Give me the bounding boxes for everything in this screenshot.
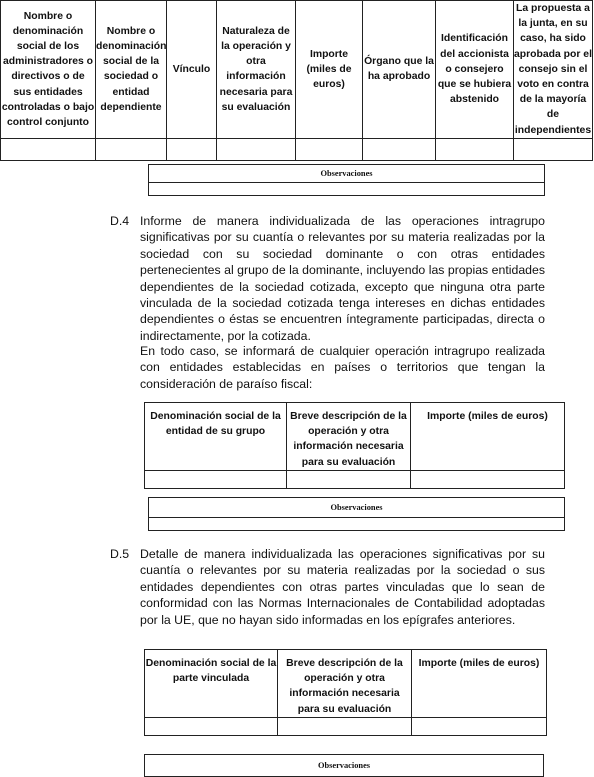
d5-paragraph-1: Detalle de manera individualizada las operaciones significativas por su cuantía o relevantes por su materia realizadas por la sociedad o sus entidades dependientes con otras partes vinculadas que lo sean de conformidad con las Normas Internacionales de Contabilidad adoptadas por la UE, que no hayan sido informadas en los epígrafes anteriores. — [140, 547, 545, 627]
header-abstained: Identificación del accionista o consejero que se hubiera abstenido — [436, 1, 514, 139]
header-group-entity: Denominación social de la entidad de su grupo — [145, 403, 287, 471]
observations-box — [148, 164, 545, 196]
header-dependent-entity: Nombre o denominación social de la sociedad o entidad dependiente — [96, 1, 167, 139]
section-number-d5: D.5 — [110, 547, 130, 561]
header-amount: Importe (miles de euros) — [296, 1, 363, 139]
observations-title: Observaciones — [149, 498, 565, 518]
header-proposal: La propuesta a la junta, en su caso, ha sido aprobada por el consejo sin el voto en contra de la mayoría de independientes — [514, 1, 593, 139]
table-row — [145, 470, 565, 488]
header-link: Vínculo — [167, 1, 217, 139]
intragroup-table — [144, 402, 565, 489]
header-description: Breve descripción de la operación y otra información necesaria para su evaluación — [278, 650, 412, 718]
section-number-d4: D.4 — [110, 214, 130, 228]
related-parties-table — [144, 649, 547, 736]
header-administrators: Nombre o denominación social de los administradores o directivos o de sus entidades controladas o bajo control conjunto — [1, 1, 96, 139]
header-approving-body: Órgano que la ha aprobado — [363, 1, 436, 139]
header-amount: Importe (miles de euros) — [411, 403, 565, 471]
observations-box — [148, 497, 565, 531]
table-row — [1, 138, 593, 160]
d4-paragraph-1: Informe de manera individualizada de las operaciones intragrupo significativas por su cuantía o relevantes por su materia realizadas por la sociedad con su sociedad dominante o con otras entidades pertenecientes al grupo de la dominante, incluyendo las propias entidades dependientes de la sociedad cotizada, excepto que ninguna otra parte vinculada de la sociedad cotizada tenga intereses en dichas entidades dependientes o éstas se encuentren íntegramente participadas, directa o indirectamente, por la cotizada. — [140, 214, 545, 343]
header-description: Breve descripción de la operación y otra información necesaria para su evaluación — [287, 403, 411, 471]
d4-paragraph-2: En todo caso, se informará de cualquier operación intragrupo realizada con entidades establecidas en países o territorios que tengan la consideración de paraíso fiscal: — [140, 344, 545, 391]
related-party-table — [0, 0, 593, 161]
observations-title: Observaciones — [145, 755, 544, 777]
header-related-party: Denominación social de la parte vinculada — [145, 650, 278, 718]
header-nature: Naturaleza de la operación y otra información necesaria para su evaluación — [217, 1, 296, 139]
observations-title: Observaciones — [149, 165, 545, 183]
table-row — [145, 717, 547, 735]
header-amount: Importe (miles de euros) — [412, 650, 547, 718]
